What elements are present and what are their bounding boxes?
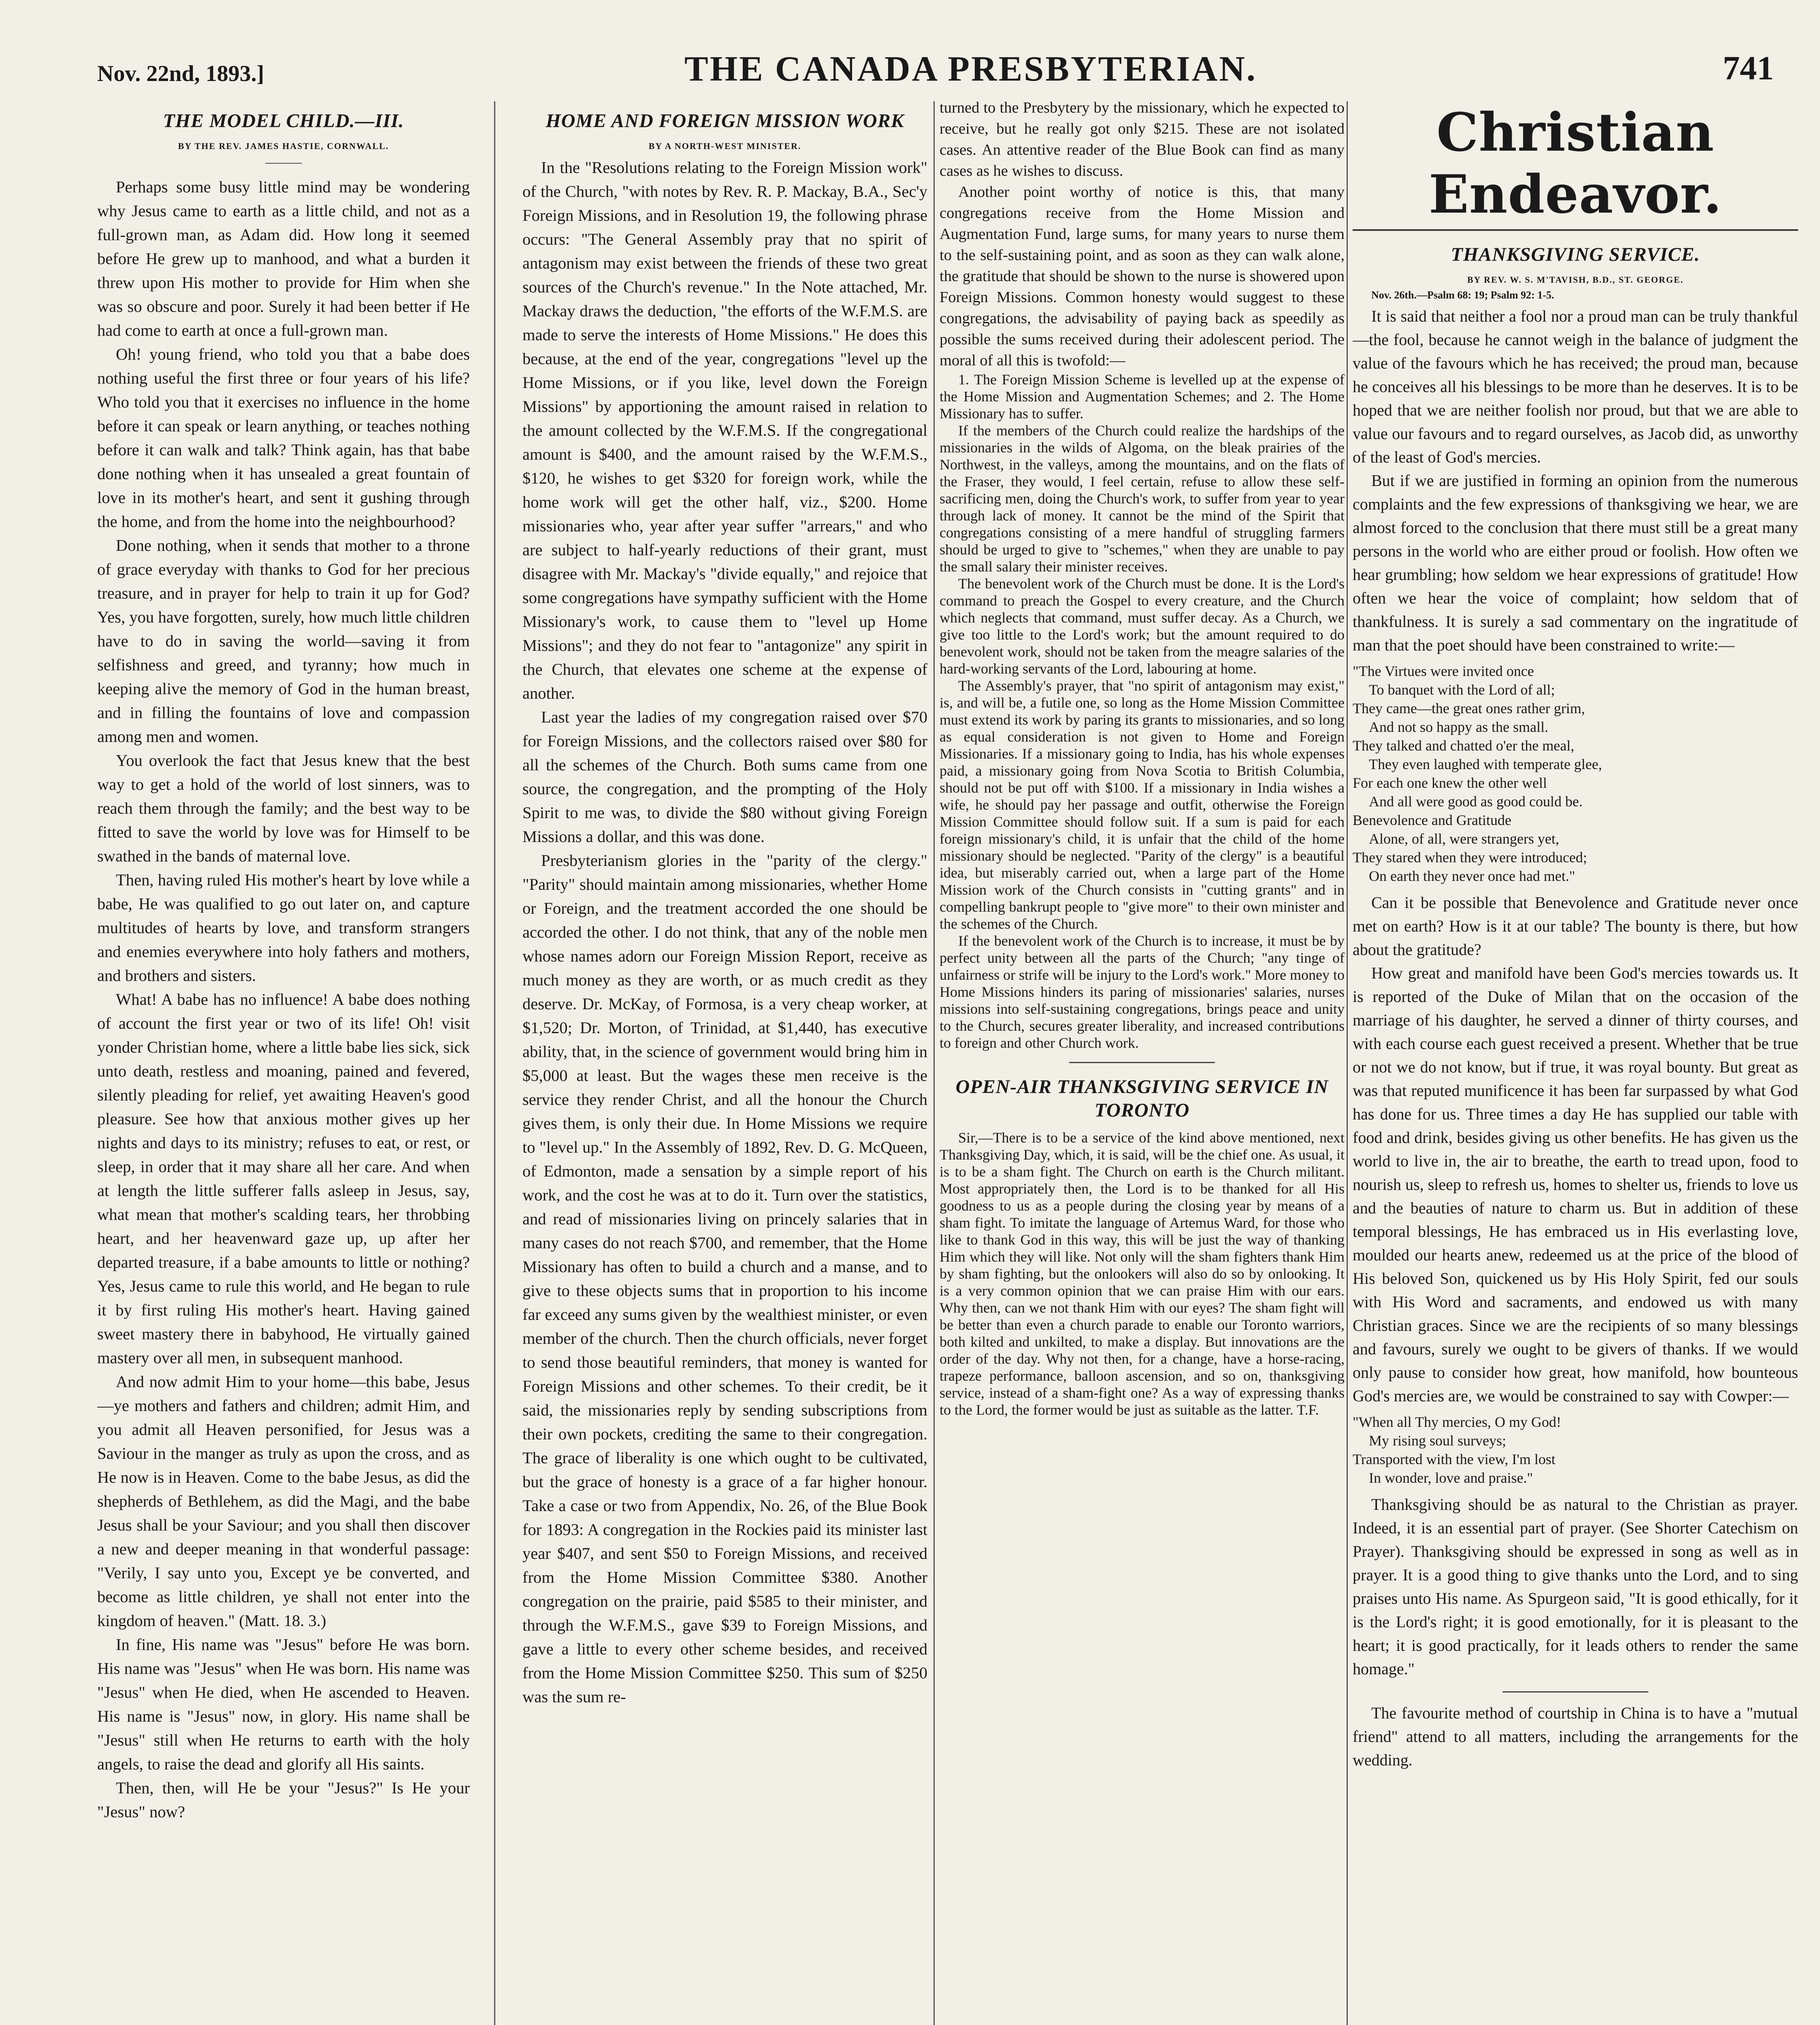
paragraph: Thanksgiving should be as natural to the Christian as prayer. Indeed, it is an essential part of prayer. (See Shorter Catechism on Prayer). Thanksgiving should be expressed in song as well as in prayer. It is a good thing to give thanks unto the Lord, and to sing praises unto His name. As Spurgeon said, "It is good ethically, for it is the Lord's right; it is good emotionally, for it is pleasant to the heart; it is good practically, for it leads others to render the same homage." <box>1353 1495 1798 1678</box>
paragraph: Another point worthy of notice is this, that many congregations receive from the Home Mission and Augmentation Fund, large sums, for many years to nurse them to the self-sustaining point, and as soon as they can walk alone, the gratitude that should be shown to the nurse is showered upon Foreign Missions. Common honesty would suggest to these congregations, the advisability of paying back as speedily as possible the sums received during their adolescent period. The moral of all this is twofold:— <box>940 183 1345 369</box>
masthead <box>97 45 1790 101</box>
poem-line: Transported with the view, I'm lost <box>1353 1451 1556 1467</box>
scripture-reference: Nov. 26th.—Psalm 68: 19; Psalm 92: 1-5. <box>1371 289 1554 301</box>
article-byline: BY THE REV. JAMES HASTIE, CORNWALL. <box>178 141 389 151</box>
paragraph: How great and manifold have been God's mercies towards us. It is reported of the Duke of Milan that on the occasion of the marriage of his daughter, he served a dinner of thirty courses, and with each course each guest received a present. Whether that be true or not we do not know, but if true, it was royal bounty. But great as was that reputed munificence it has been far surpassed by what God has done for us. Three times a day He has supplied our table with food and drink, besides giving us other benefits. He has given us the world to live in, the air to breathe, the earth to tread upon, food to nourish us, sleep to refresh us, homes to shelter us, friends to love us and the beauties of nature to charm us. But in addition of these temporal blessings, He has embraced us in His everlasting love, moulded our hearts anew, redeemed us at the price of the blood of His beloved Son, quickened us by His Holy Spirit, fed our souls with His Word and sacraments, and endowed us with many Christian graces. Since we are the recipients of so many blessings and favours, surely we ought to be givers of thanks. If we would only pause to consider how great, how manifold, how bounteous God's mercies are, we would be constrained to say with Cowper:— <box>1353 963 1798 1405</box>
paragraph: Last year the ladies of my congregation raised over $70 for Foreign Missions, and the collectors raised over $80 for all the schemes of the Church. Both sums came from one source, the congregation, and the prompting of the Holy Spirit to me was, to divide the $80 without giving Foreign Missions a dollar, and this was done. <box>522 708 927 846</box>
article-byline: BY REV. W. S. M'TAVISH, B.D., ST. GEORGE. <box>1467 274 1684 285</box>
paragraph: And now admit Him to your home—this babe, Jesus—ye mothers and fathers and children; admit Him, and you admit all Heaven personified, for Jesus was a Saviour in the manger as truly as upon the cross, and as He now is in Heaven. Come to the babe Jesus, as did the shepherds of Bethlehem, as did the Magi, and the babe Jesus shall be your Saviour; and you shall then discover a new and deeper meaning in that wonderful passage: "Verily, I say unto you, Except ye be converted, and become as little children, ye shall not enter into the kingdom of heaven." (Matt. 18. 3.) <box>97 1372 470 1630</box>
paragraph: It is said that neither a fool nor a proud man can be truly thankful—the fool, because he cannot weigh in the balance of judgment the value of the favours which he has received; the proud man, because he conceives all his blessings to be more than he deserves. It is to be hoped that we are neither foolish nor proud, but that we are able to value our favours and to regard ourselves, as Jacob did, as unworthy of the least of God's mercies. <box>1353 307 1798 466</box>
closing-note: The favourite method of courtship in China is to have a "mutual friend" attend to all matters, including the arrangements for the wedding. <box>1353 1703 1798 1769</box>
poem-line: Benevolence and Gratitude <box>1353 812 1511 828</box>
paragraph: The benevolent work of the Church must be done. It is the Lord's command to preach the Gospel to every creature, and the Church which neglects that command, must suffer decay. As a Church, we give too little to the Lord's work; but the amount required to do benevolent work, should not be taken from the meagre salaries of the hard-working servants of the Lord, labouring at home. <box>940 576 1345 677</box>
paragraph: Done nothing, when it sends that mother to a throne of grace everyday with thanks to God for her precious treasure, and in prayer for help to train it up for God? Yes, you have forgotten, surely, how much little children have to do in saving the world—saving it from selfishness and greed, and tyranny; how much in keeping alive the memory of God in the human breast, and in filling the fountains of love and compassion among men and women. <box>97 536 470 746</box>
poem-virtues <box>1353 662 1798 885</box>
article-heading-thanksgiving: THANKSGIVING SERVICE. <box>1451 244 1700 265</box>
article-separator <box>1502 1691 1648 1692</box>
paragraph: If the benevolent work of the Church is to increase, it must be by perfect unity between all the parts of the Church; "any tinge of unfairness or strife will be injury to the Lord's work." More money to Home Missions hinders its paring of missionaries' salaries, nurses missions into self-sustaining congregations, brings peace and unity to the Church, secures greater liberality, and increased contributions to foreign and other Church work. <box>940 933 1345 1051</box>
poem-line: On earth they never once had met." <box>1369 868 1575 884</box>
newspaper-title: THE CANADA PRESBYTERIAN. <box>684 49 1257 89</box>
column-divider <box>933 101 935 2025</box>
poem-line: Alone, of all, were strangers yet, <box>1369 830 1559 847</box>
poem-line: And not so happy as the small. <box>1369 718 1548 735</box>
poem-line: To banquet with the Lord of all; <box>1369 681 1555 698</box>
poem-line: "When all Thy mercies, O my God! <box>1353 1413 1561 1430</box>
section-title-christian-endeavor: Christian Endeavor. <box>1353 101 1798 231</box>
poem-line: My rising soul surveys; <box>1369 1432 1507 1449</box>
paragraph: Oh! young friend, who told you that a babe does nothing useful the first three or four years of his life? Who told you that it exercises no influence in the home before it can speak or learn anything, or teaches nothing before it can walk and talk? Think again, has that babe done nothing when it has unsealed a great fountain of love in its mother's heart, and sent it gushing through the home, and from the home into the neighbourhood? <box>97 345 470 531</box>
paragraph: But if we are justified in forming an opinion from the numerous complaints and the few expressions of thanksgiving we hear, we are almost forced to the conclusion that there must still be a great many persons in the world who are either proud or foolish. How often we hear grumbling; how seldom we hear expressions of gratitude! How often we hear the voice of complaint; how seldom that of thankfulness. It is surely a sad commentary on the ingratitude of man that the poet should have been constrained to write:— <box>1353 471 1798 654</box>
paragraph: turned to the Presbytery by the missionary, which he expected to receive, but he really got only $215. These are not isolated cases. An attentive reader of the Blue Book can find as many cases as he wishes to discuss. <box>940 99 1345 179</box>
poem-cowper <box>1353 1413 1798 1487</box>
column-3 <box>940 97 1345 2025</box>
paragraph: Presbyterianism glories in the "parity of the clergy." "Parity" should maintain among missionaries, whether Home or Foreign, and the treatment accorded the one should be accorded the other. I do not think, that any of the noble men whose names adorn our Foreign Mission Report, receive as much money as they are worth, or as much credit as they deserve. Dr. McKay, of Formosa, is a very cheap worker, at $1,520; Dr. Morton, of Trinidad, at $1,440, has executive ability, that, in the science of government would bring him in $5,000 at least. But the wages these men receive is the service they render Christ, and all the honour the Church gives them, is only their due. In Home Missions we require to "level up." In the Assembly of 1892, Rev. D. G. McQueen, of Edmonton, made a sensation by a simple report of his work, and the cost he was at to do it. Turn over the statistics, and read of missionaries living on princely salaries that in many cases do not reach $700, and remember, that the Home Missionary has often to build a church and a manse, and to give to these objects sums that in proportion to his income far exceed any sums given by the wealthiest minister, or even member of the church. Then the church officials, never forget to send those beautiful reminders, that money is wanted for Foreign Missions and other schemes. To their credit, be it said, the missionaries reply by sending subscriptions from their own pockets, crediting the same to their congregation. The grace of liberality is one which ought to be cultivated, but the grace of honesty is a grace of a far higher honour. Take a case or two from Appendix, No. 26, of the Blue Book for 1893: A congregation in the Rockies paid its minister last year $407, and sent $50 to Foreign Missions, and received from the Home Mission Committee $380. Another congregation on the prairie, paid $585 to their minister, and through the W.F.M.S., gave $39 to Foreign Missions, and gave a little to every other scheme besides, and received from the Home Mission Committee $250. This sum of $250 was the sum re- <box>522 851 927 1706</box>
paragraph: 1. The Foreign Mission Scheme is levelled up at the expense of the Home Mission and Augmentation Schemes; and 2. The Home Missionary has to suffer. <box>940 371 1345 422</box>
article-heading-model-child: THE MODEL CHILD.—III. <box>163 110 404 132</box>
poem-line: They even laughed with temperate glee, <box>1369 756 1602 772</box>
letter-paragraph: Sir,—There is to be a service of the kind above mentioned, next Thanksgiving Day, which, it is said, will be the chief one. As usual, it is to be a sham fight. The Church on earth is the Church militant. Most appropriately then, the Lord is to be thanked for all His goodness to us as a people during the closing year by means of a sham fight. To imitate the language of Artemus Ward, for those who like to thank God in this way, this will be just the way of thanking Him which they will like. Not only will the sham fighters thank Him by sham fighting, but the onlookers will also do so by onlooking. It is a very common opinion that we can praise Him with our ears. Why then, can we not thank Him with our eyes? The sham fight will be better than even a church parade to enable our Toronto warriors, both kilted and unkilted, to make a display. But innovations are the order of the day. Why not then, for a change, have a horse-racing, trapeze performance, balloon ascension, and so on, thanksgiving service, instead of a sham-fight one? As a way of expressing thanks to the Lord, the former would be just as suitable as the latter. T.F. <box>940 1130 1345 1418</box>
paragraph: Then, then, will He be your "Jesus?" Is He your "Jesus" now? <box>97 1778 470 1821</box>
paragraph: You overlook the fact that Jesus knew that the best way to get a hold of the world of lost sinners, was to reach them through the family; and the best way to be fitted to save the world by love was for Himself to be swathed in the bands of maternal love. <box>97 751 470 865</box>
poem-line: For each one knew the other well <box>1353 774 1547 791</box>
paragraph: The Assembly's prayer, that "no spirit of antagonism may exist," is, and will be, a futile one, so long as the Home Mission Committee must extend its work by paring its grants to missionaries, and so long as equal consideration is not given to Home and Foreign Missionaries. If a missionary going to India, has his whole expenses paid, a missionary going from Nova Scotia to British Columbia, should not be put off with $100. If a missionary in India wishes a wife, he should pay her passage and outfit, otherwise the Foreign Mission Committee should follow suit. If a sum is paid for each foreign missionary's child, it is unfair that the child of the home missionary should be neglected. "Parity of the clergy" is a beautiful idea, but miserably carried out, when a large part of the Home Mission work of the Church consists in "cutting grants" and in compelling bankrupt people to "give more" to their own minister and the schemes of the Church. <box>940 678 1345 932</box>
byline-dash: ——— <box>265 155 302 169</box>
paragraph: Then, having ruled His mother's heart by love while a babe, He was qualified to go out later on, and capture multitudes of hearts by love, and transform strangers and enemies everywhere into holy fathers and mothers, and brothers and sisters. <box>97 870 470 985</box>
paragraph: In the "Resolutions relating to the Foreign Mission work" of the Church, "with notes by Rev. R. P. Mackay, B.A., Sec'y Foreign Missions, and in Resolution 19, the following phrase occurs: "The General Assembly pray that no spirit of antagonism may exist between the friends of these two great sources of the Church's revenue." In the Note attached, Mr. Mackay draws the deduction, "the efforts of the W.F.M.S. are made to serve the interests of Home Missions." He does this because, at the end of the year, congregations "level up the Home Missions, or if you like, level down the Foreign Missions" by apportioning the amount raised in relation to the amount collected by the W.F.M.S. If the congregational amount is $400, and the amount raised by the W.F.M.S., $120, he wishes to get $320 for foreign work, while the home work will get the other half, viz., $200. Home missionaries who, year after year suffer "arrears," and who are subject to half-yearly reductions of their grant, must disagree with Mr. Mackay's "divide equally," and rejoice that some congregations have sympathy sufficient with the Home Missionary's work, to cause them to "level up Home Missions"; and they do not fear to "antagonize" any spirit in the Church, that elevates one scheme at the expense of another. <box>522 158 927 702</box>
column-1 <box>97 97 470 2025</box>
poem-line: They talked and chatted o'er the meal, <box>1353 737 1575 754</box>
article-heading-missions: HOME AND FOREIGN MISSION WORK <box>546 110 904 132</box>
poem-line: And all were good as good could be. <box>1369 793 1583 810</box>
issue-date: Nov. 22nd, 1893.] <box>97 61 264 86</box>
poem-line: In wonder, love and praise." <box>1369 1469 1533 1486</box>
paragraph: What! A babe has no influence! A babe does nothing of account the first year or two of its life! Oh! visit yonder Christian home, where a little babe lies sick, sick unto death, restless and moaning, pained and fevered, silently pleading for relief, yet awaiting Heaven's good pleasure. See how that anxious mother gives up her nights and days to its ministry; refuses to eat, or rest, or sleep, in order that it may share all her care. And when at length the little sufferer falls asleep in Jesus, say, what mean that mother's scalding tears, her throbbing heart, and her heavenward gaze up, up after her departed treasure, if a babe amounts to little or nothing? Yes, Jesus came to rule this world, and He began to rule it by first ruling His mother's heart. Having gained sweet mastery there in babyhood, He virtually gained mastery over all men, in subsequent manhood. <box>97 990 470 1367</box>
column-divider <box>1347 101 1348 2025</box>
paragraph: If the members of the Church could realize the hardships of the missionaries in the wilds of Algoma, on the bleak prairies of the Northwest, in the valleys, among the mountains, and on the flats of the Fraser, they would, I feel certain, refuse to allow these self-sacrificing men, doing the Church's work, to suffer from year to year through lack of money. It cannot be the mind of the Spirit that congregations consisting of a mere handful of struggling farmers should be urged to give to "schemes," when they are unable to pay the small salary their minister receives. <box>940 422 1345 575</box>
article-heading-open-air: OPEN-AIR THANKSGIVING SERVICE IN TORONTO <box>955 1076 1329 1121</box>
article-byline: BY A NORTH-WEST MINISTER. <box>648 141 801 151</box>
paragraph: Can it be possible that Benevolence and Gratitude never once met on earth? How is it at our table? The bounty is there, but how about the gratitude? <box>1353 893 1798 959</box>
column-4 <box>1353 97 1798 2025</box>
column-divider <box>494 101 495 2025</box>
poem-line: "The Virtues were invited once <box>1353 663 1534 679</box>
poem-line: They came—the great ones rather grim, <box>1353 700 1585 716</box>
paragraph: Perhaps some busy little mind may be wondering why Jesus came to earth as a little child, and not as a full-grown man, as Adam did. How long it seemed before He grew up to manhood, and what a burden it threw upon His mother to provide for Him when she was so obscure and poor. Surely it had been better if He had come to earth at once a full-grown man. <box>97 177 470 339</box>
column-2 <box>522 97 927 2025</box>
page-number: 741 <box>1723 49 1774 87</box>
poem-line: They stared when they were introduced; <box>1353 849 1587 865</box>
paragraph: In fine, His name was "Jesus" before He was born. His name was "Jesus" when He was born. His name was "Jesus" when He died, when He ascended to Heaven. His name is "Jesus" now, in glory. His name shall be "Jesus" still when He returns to earth with the holy angels, to raise the dead and glorify all His saints. <box>97 1635 470 1773</box>
article-separator <box>1069 1062 1215 1063</box>
